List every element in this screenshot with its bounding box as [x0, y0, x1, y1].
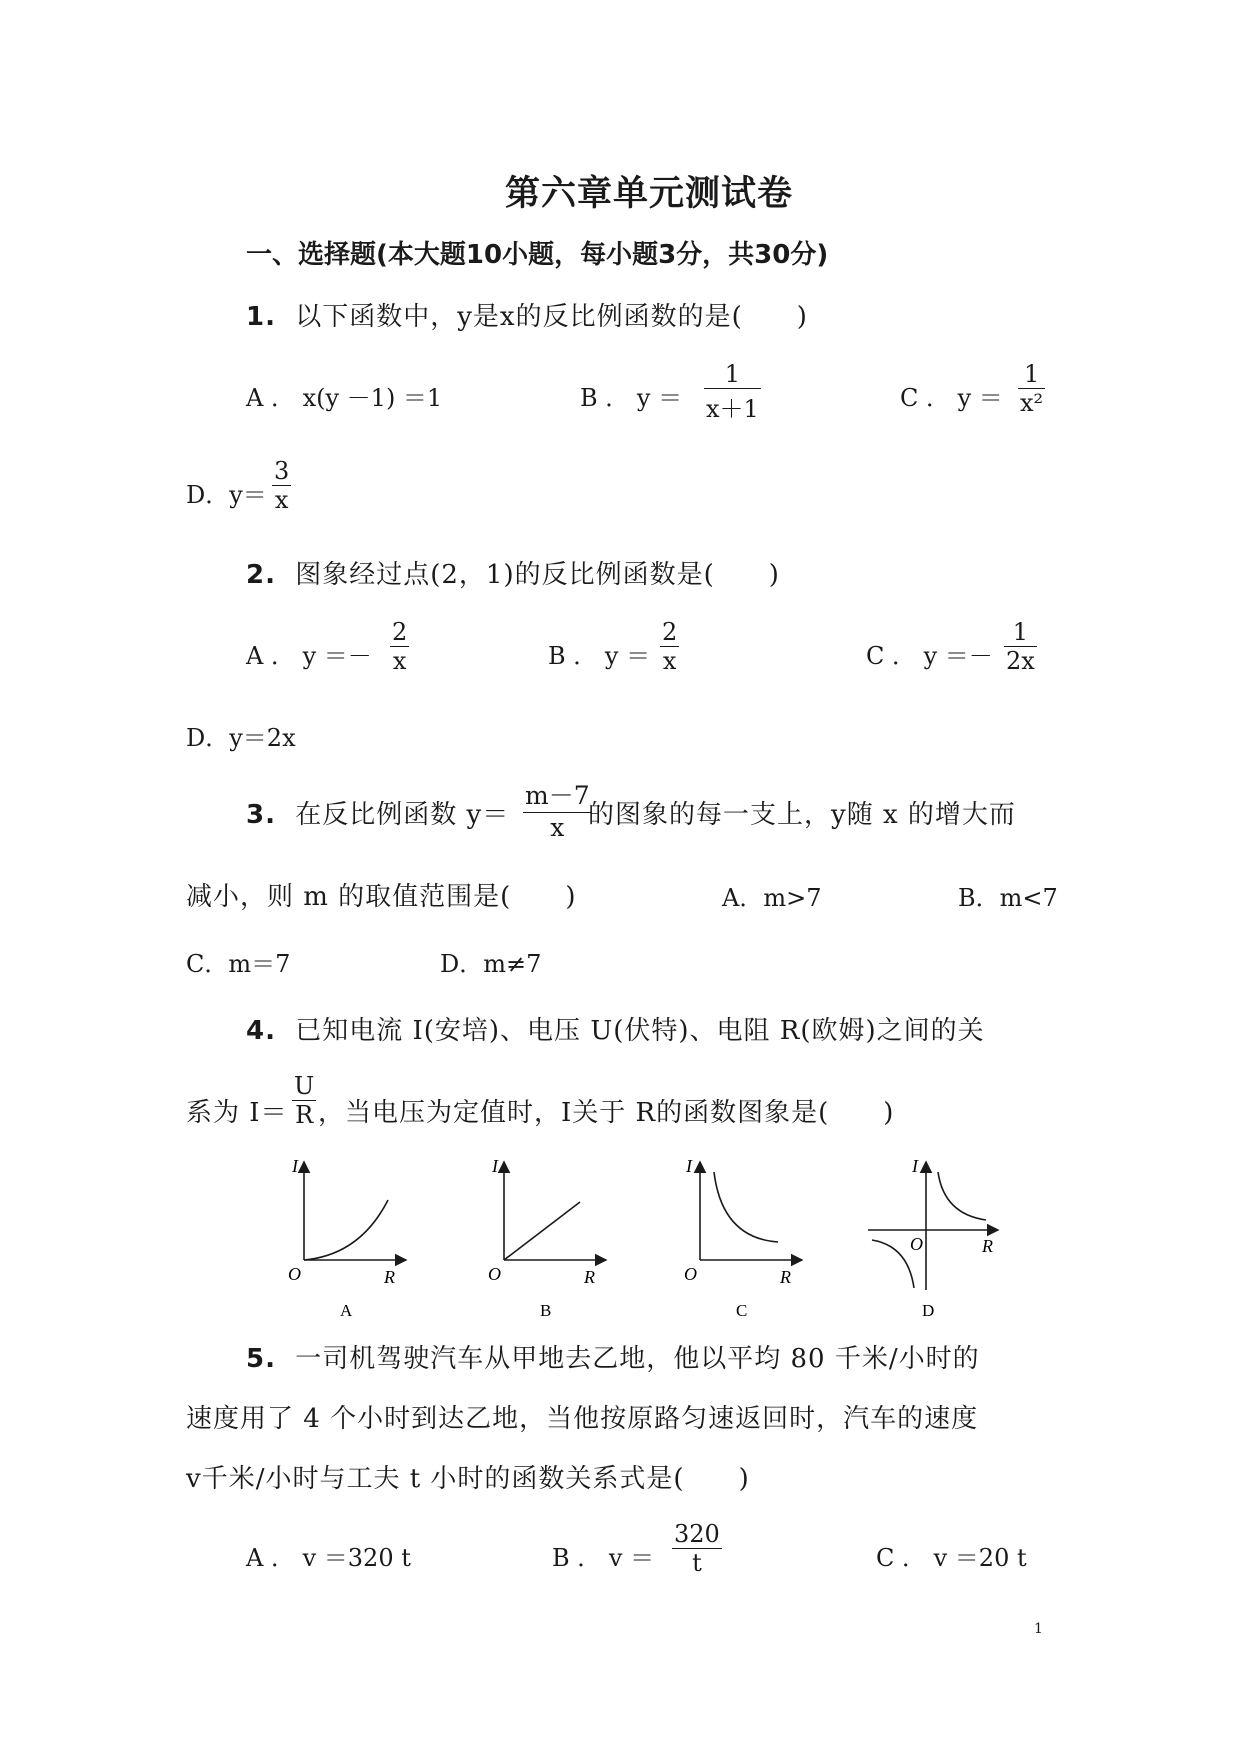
- q3-fraction: [523, 776, 592, 842]
- fraction-denominator: x: [390, 646, 409, 675]
- fraction-denominator: x: [660, 646, 679, 675]
- fraction-numerator: U: [294, 1072, 315, 1100]
- q2-option-b-fraction: [660, 618, 679, 675]
- curve-d-upper: [938, 1172, 986, 1220]
- q1-option-a: A ． x(y －1) ＝1: [246, 384, 443, 412]
- origin-label: O: [288, 1264, 301, 1284]
- graph-a: [288, 1156, 406, 1320]
- fraction-denominator: x: [272, 485, 291, 514]
- fraction-numerator: 2: [392, 618, 408, 646]
- question-2: [246, 554, 780, 591]
- question-text: 一司机驾驶汽车从甲地去乙地，他以平均 80 千米/小时的: [295, 1344, 980, 1374]
- x-axis-label: R: [982, 1236, 993, 1256]
- graph-c: [684, 1156, 802, 1320]
- q3-option-b: B．m<7: [958, 884, 1058, 912]
- fraction-numerator: 3: [274, 457, 290, 485]
- fraction-numerator: m－7: [525, 781, 590, 810]
- y-axis-label: I: [686, 1156, 692, 1176]
- page-number: 1: [1034, 1621, 1043, 1637]
- question-5-line-1: [246, 1338, 980, 1375]
- graph-label: D: [922, 1301, 935, 1320]
- line-b: [504, 1202, 580, 1260]
- q1-option-b-prefix: B ． y ＝: [580, 384, 683, 412]
- q5-option-b-fraction: [672, 1520, 722, 1577]
- q5-option-b-prefix: B ． v ＝: [552, 1544, 655, 1572]
- question-3-line-1: [246, 794, 509, 831]
- curve-c: [714, 1172, 778, 1242]
- question-number: 5.: [246, 1344, 276, 1374]
- q1-option-c-fraction: [1018, 360, 1045, 417]
- fraction-numerator: 1: [1012, 618, 1029, 646]
- question-text: 已知电流 I(安培)、电压 U(伏特)、电阻 R(欧姆)之间的关: [295, 1016, 985, 1046]
- q2-option-a-prefix: A ． y ＝－: [246, 642, 372, 670]
- graph-d: [868, 1156, 998, 1320]
- question-number: 1.: [246, 302, 276, 332]
- question-3-text-after: 的图象的每一支上，y随 x 的增大而: [588, 800, 1016, 830]
- x-axis-label: R: [384, 1267, 395, 1287]
- q2-option-c-fraction: [1004, 618, 1037, 675]
- origin-label: O: [910, 1234, 923, 1254]
- question-text: 在反比例函数 y＝: [295, 800, 510, 830]
- fraction-numerator: 1: [724, 360, 741, 388]
- fraction-denominator: R: [292, 1100, 316, 1129]
- fraction-denominator: x＋1: [704, 388, 761, 424]
- q2-option-a-fraction: [390, 618, 409, 675]
- fraction-numerator: 2: [662, 618, 678, 646]
- origin-label: O: [684, 1264, 697, 1284]
- curve-d-lower: [872, 1240, 914, 1288]
- question-text: 图象经过点(2，1)的反比例函数是( ): [295, 560, 780, 590]
- q1-option-c-prefix: C ． y ＝: [900, 384, 1003, 412]
- q2-option-b-prefix: B ． y ＝: [548, 642, 651, 670]
- x-axis-label: R: [780, 1267, 791, 1287]
- q2-option-c-prefix: C ． y ＝－: [866, 642, 993, 670]
- question-number: 2.: [246, 560, 276, 590]
- question-number: 3.: [246, 800, 276, 830]
- y-axis-label: I: [492, 1156, 498, 1176]
- q5-option-a: A ． v ＝320 t: [246, 1544, 411, 1572]
- q3-option-d: D．m≠7: [440, 950, 542, 978]
- q3-option-c: C．m＝7: [186, 950, 291, 978]
- fraction-denominator: x: [523, 812, 592, 842]
- question-4-line-2-before: 系为 I＝: [186, 1098, 288, 1128]
- q1-option-d-fraction: [272, 457, 291, 514]
- q2-option-d: D．y＝2x: [186, 724, 296, 752]
- q5-option-c: C ． v ＝20 t: [876, 1544, 1027, 1572]
- graph-label: B: [540, 1301, 552, 1320]
- graph-b: [488, 1156, 606, 1320]
- q4-graphs: [270, 1150, 1030, 1320]
- q3-option-a: A．m>7: [722, 884, 822, 912]
- y-axis-label: I: [292, 1156, 298, 1176]
- fraction-denominator: t: [672, 1548, 722, 1577]
- fraction-numerator: 1: [1023, 360, 1040, 388]
- question-5-line-2: 速度用了 4 个小时到达乙地，当他按原路匀速返回时，汽车的速度: [186, 1404, 979, 1434]
- question-3-line-2: 减小，则 m 的取值范围是( ): [186, 882, 577, 912]
- origin-label: O: [488, 1264, 501, 1284]
- fraction-numerator: 320: [674, 1520, 720, 1548]
- question-1: [246, 296, 808, 333]
- question-4-line-1: [246, 1010, 985, 1047]
- question-5-line-3: v千米/小时与工夫 t 小时的函数关系式是( ): [186, 1464, 750, 1494]
- question-text: 以下函数中，y是x的反比例函数的是( ): [295, 302, 808, 332]
- question-4-line-2-after: ，当电压为定值时，I关于 R的函数图象是( ): [318, 1098, 895, 1128]
- q4-fraction: [292, 1072, 316, 1129]
- q1-option-d-prefix: D．y＝: [186, 481, 267, 509]
- x-axis-label: R: [584, 1267, 595, 1287]
- graph-label: C: [736, 1301, 748, 1320]
- fraction-denominator: x²: [1020, 389, 1044, 417]
- fraction-denominator: 2x: [1006, 647, 1035, 675]
- section-heading: 一、选择题(本大题10小题，每小题3分，共30分): [246, 240, 829, 270]
- y-axis-label: I: [912, 1156, 918, 1176]
- question-number: 4.: [246, 1016, 276, 1046]
- q1-option-b-fraction: [704, 360, 761, 424]
- page-title: 第六章单元测试卷: [505, 174, 794, 214]
- curve-a: [304, 1200, 388, 1260]
- graph-label: A: [340, 1301, 353, 1320]
